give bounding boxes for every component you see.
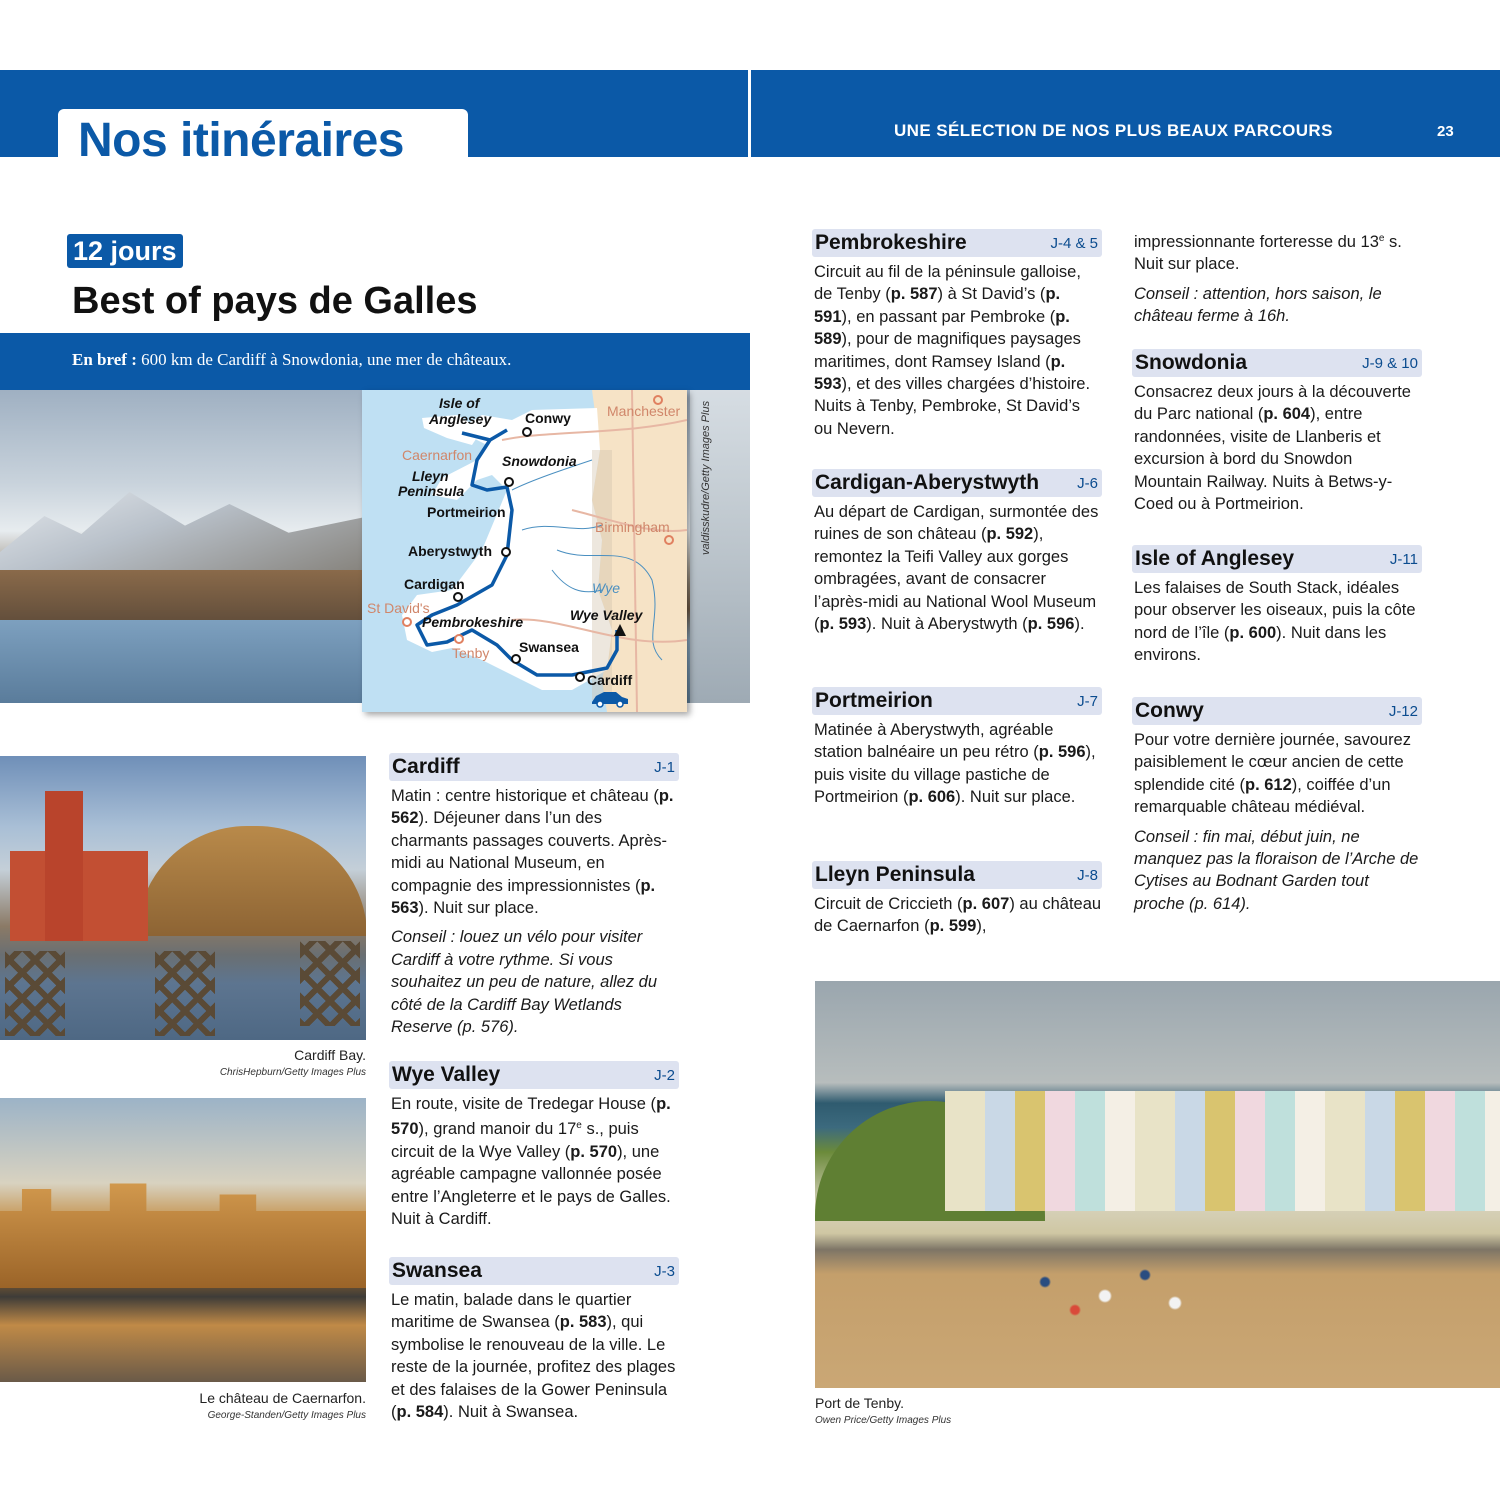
caernarfon-castle-photo bbox=[0, 1098, 366, 1382]
running-head: UNE SÉLECTION DE NOS PLUS BEAUX PARCOURS bbox=[894, 121, 1333, 140]
svg-text:Manchester: Manchester bbox=[607, 403, 681, 419]
day-name: Wye Valley bbox=[392, 1063, 501, 1086]
cardiff-credit: ChrisHepburn/Getty Images Plus bbox=[219, 1067, 366, 1078]
day-block-wye-valley bbox=[389, 1061, 679, 1230]
tenby-harbour-photo bbox=[815, 981, 1500, 1388]
svg-text:Portmeirion: Portmeirion bbox=[427, 504, 506, 520]
page-number: 23 bbox=[1437, 123, 1454, 140]
tenby-caption: Port de Tenby. bbox=[815, 1395, 904, 1411]
brief-text: 600 km de Cardiff à Snowdonia, une mer de châteaux. bbox=[136, 350, 512, 369]
day-block-conwy bbox=[1132, 697, 1422, 915]
day-tag: J-1 bbox=[654, 758, 675, 776]
day-header bbox=[1132, 545, 1422, 573]
day-name: Swansea bbox=[392, 1259, 482, 1282]
day-description: Circuit au fil de la péninsule galloise, de Tenby (p. 587) à St David’s (p. 591), en passant par Pembroke (p. 589), pour de magnifiques paysages maritimes, dont Ramsey Island (p. 593), et des villes chargées d’histoire. Nuits à Tenby, Pembroke, St David’s ou Nevern. bbox=[814, 263, 1091, 438]
day-description: Consacrez deux jours à la découverte du Parc national (p. 604), entre randonnées, visite de Llanberis et excursion à bord du Snowdon Mountain Railway. Nuits à Betws-y-Coed ou à Portmeirion. bbox=[1134, 383, 1411, 514]
svg-text:Isle of: Isle of bbox=[439, 395, 480, 411]
day-tag: J-4 & 5 bbox=[1050, 234, 1098, 252]
day-header bbox=[1132, 349, 1422, 377]
day-tag: J-7 bbox=[1077, 692, 1098, 710]
day-block-portmeirion bbox=[812, 687, 1102, 809]
route-map bbox=[362, 390, 687, 712]
day-tag: J-8 bbox=[1077, 866, 1098, 884]
day-header bbox=[389, 1257, 679, 1285]
svg-text:Pembrokeshire: Pembrokeshire bbox=[422, 614, 524, 630]
day-name: Pembrokeshire bbox=[815, 231, 967, 254]
day-description-continued: impressionnante forteresse du 13e s. Nuit sur place. bbox=[1134, 233, 1402, 274]
day-description: Au départ de Cardigan, surmontée des ruines de son château (p. 592), remontez la Teifi Valley aux gorges ombragées, avant de consacrer l’après-midi au National Wool Museum (p. 593). Nuit à Aberystwyth (p. 596). bbox=[814, 503, 1099, 634]
cardiff-bay-photo bbox=[0, 756, 366, 1040]
caernarfon-caption: Le château de Caernarfon. bbox=[199, 1390, 366, 1406]
day-name: Isle of Anglesey bbox=[1135, 547, 1295, 570]
svg-text:Birmingham: Birmingham bbox=[595, 519, 670, 535]
svg-text:Swansea: Swansea bbox=[519, 639, 579, 655]
day-block-cardigan-aberystwyth bbox=[812, 469, 1102, 635]
hero-photo-credit: valdisskudre/Getty Images Plus bbox=[700, 400, 712, 555]
day-header bbox=[812, 687, 1102, 715]
day-tag: J-11 bbox=[1389, 550, 1418, 568]
duration-badge: 12 jours bbox=[67, 234, 183, 268]
day-name: Lleyn Peninsula bbox=[815, 863, 975, 886]
day-description: Le matin, balade dans le quartier maritime de Swansea (p. 583), qui symbolise le renouveau de la ville. Le reste de la journée, profitez des plages et des falaises de la Gower Peninsula (p. 584). Nuit à Swansea. bbox=[391, 1291, 676, 1422]
day-header bbox=[389, 1061, 679, 1089]
cardiff-caption: Cardiff Bay. bbox=[294, 1047, 366, 1063]
day-description: Circuit de Criccieth (p. 607) au château de Caernarfon (p. 599), bbox=[814, 895, 1102, 936]
section-title: Nos itinéraires bbox=[78, 114, 404, 167]
day-tip: Conseil : fin mai, début juin, ne manquez pas la floraison de l’Arche de Cytises au Bodnant Garden tout proche (p. 614). bbox=[1134, 827, 1419, 913]
day-header bbox=[812, 861, 1102, 889]
svg-text:Peninsula: Peninsula bbox=[398, 483, 465, 499]
day-description: En route, visite de Tredegar House (p. 570), grand manoir du 17e s., puis circuit de la Wye Valley (p. 570), une agréable campagne vallonnée posée entre l’Angleterre et le pays de Galles. Nuit à Cardiff. bbox=[391, 1095, 671, 1229]
day-block-lleyn-peninsula bbox=[812, 861, 1102, 938]
svg-text:Aberystwyth: Aberystwyth bbox=[408, 543, 493, 559]
day-description: Les falaises de South Stack, idéales pour observer les oiseaux, puis la côte nord de l’île (p. 600). Nuit dans les environs. bbox=[1134, 579, 1416, 665]
day-block-snowdonia bbox=[1132, 349, 1422, 515]
day-block-pembrokeshire bbox=[812, 229, 1102, 440]
day-header bbox=[812, 229, 1102, 257]
brief-banner bbox=[0, 333, 750, 390]
day-header bbox=[1132, 697, 1422, 725]
day-name: Snowdonia bbox=[1135, 351, 1247, 374]
day-name: Cardiff bbox=[392, 755, 460, 778]
day-block-isle-of-anglesey bbox=[1132, 545, 1422, 667]
lleyn-continued bbox=[1132, 228, 1422, 328]
day-tip: Conseil : louez un vélo pour visiter Cardiff à votre rythme. Si vous souhaitez un peu de nature, allez du côté de la Cardiff Bay Wetlands Reserve (p. 576). bbox=[391, 928, 658, 1037]
day-tag: J-12 bbox=[1388, 702, 1418, 720]
brief-label: En bref : bbox=[72, 350, 137, 369]
day-name: Conwy bbox=[1135, 699, 1204, 722]
itinerary-title: Best of pays de Galles bbox=[72, 280, 478, 322]
svg-text:Wye: Wye bbox=[592, 580, 620, 596]
svg-text:Cardiff: Cardiff bbox=[587, 672, 633, 688]
header-band-right bbox=[751, 70, 1500, 157]
svg-text:Cardigan: Cardigan bbox=[404, 576, 465, 592]
wales-map-graphic bbox=[362, 390, 687, 712]
svg-text:Anglesey: Anglesey bbox=[429, 411, 492, 427]
caernarfon-credit: George-Standen/Getty Images Plus bbox=[207, 1410, 366, 1421]
day-block-swansea bbox=[389, 1257, 679, 1423]
day-header bbox=[812, 469, 1102, 497]
day-tag: J-3 bbox=[654, 1262, 675, 1280]
svg-text:Wye Valley: Wye Valley bbox=[570, 607, 643, 623]
svg-text:Lleyn: Lleyn bbox=[412, 468, 449, 484]
day-name: Portmeirion bbox=[815, 689, 933, 712]
day-header bbox=[389, 753, 679, 781]
svg-text:Tenby: Tenby bbox=[452, 645, 490, 661]
day-tag: J-2 bbox=[654, 1066, 675, 1084]
day-tag: J-9 & 10 bbox=[1362, 354, 1418, 372]
section-title-tab bbox=[58, 109, 468, 167]
day-description: Matin : centre historique et château (p. 562). Déjeuner dans l’un des charmants passages couverts. Après-midi au National Museum, en compagnie des impressionnistes (p. 563). Nuit sur place. bbox=[391, 787, 674, 918]
day-description: Pour votre dernière journée, savourez paisiblement le cœur ancien de cette splendide cité (p. 612), coiffée d’un remarquable château médiéval. bbox=[1134, 731, 1411, 817]
day-tip: Conseil : attention, hors saison, le château ferme à 16h. bbox=[1134, 284, 1382, 326]
day-block-cardiff bbox=[389, 753, 679, 1038]
svg-text:Snowdonia: Snowdonia bbox=[502, 453, 577, 469]
day-tag: J-6 bbox=[1077, 474, 1098, 492]
svg-text:Caernarfon: Caernarfon bbox=[402, 447, 473, 463]
tenby-credit: Owen Price/Getty Images Plus bbox=[815, 1415, 952, 1426]
day-description: Matinée à Aberystwyth, agréable station balnéaire un peu rétro (p. 596), puis visite du village pastiche de Portmeirion (p. 606). Nuit sur place. bbox=[814, 721, 1096, 807]
svg-text:Conwy: Conwy bbox=[525, 410, 571, 426]
day-name: Cardigan-Aberystwyth bbox=[815, 471, 1040, 494]
svg-text:St David's: St David's bbox=[367, 600, 430, 616]
